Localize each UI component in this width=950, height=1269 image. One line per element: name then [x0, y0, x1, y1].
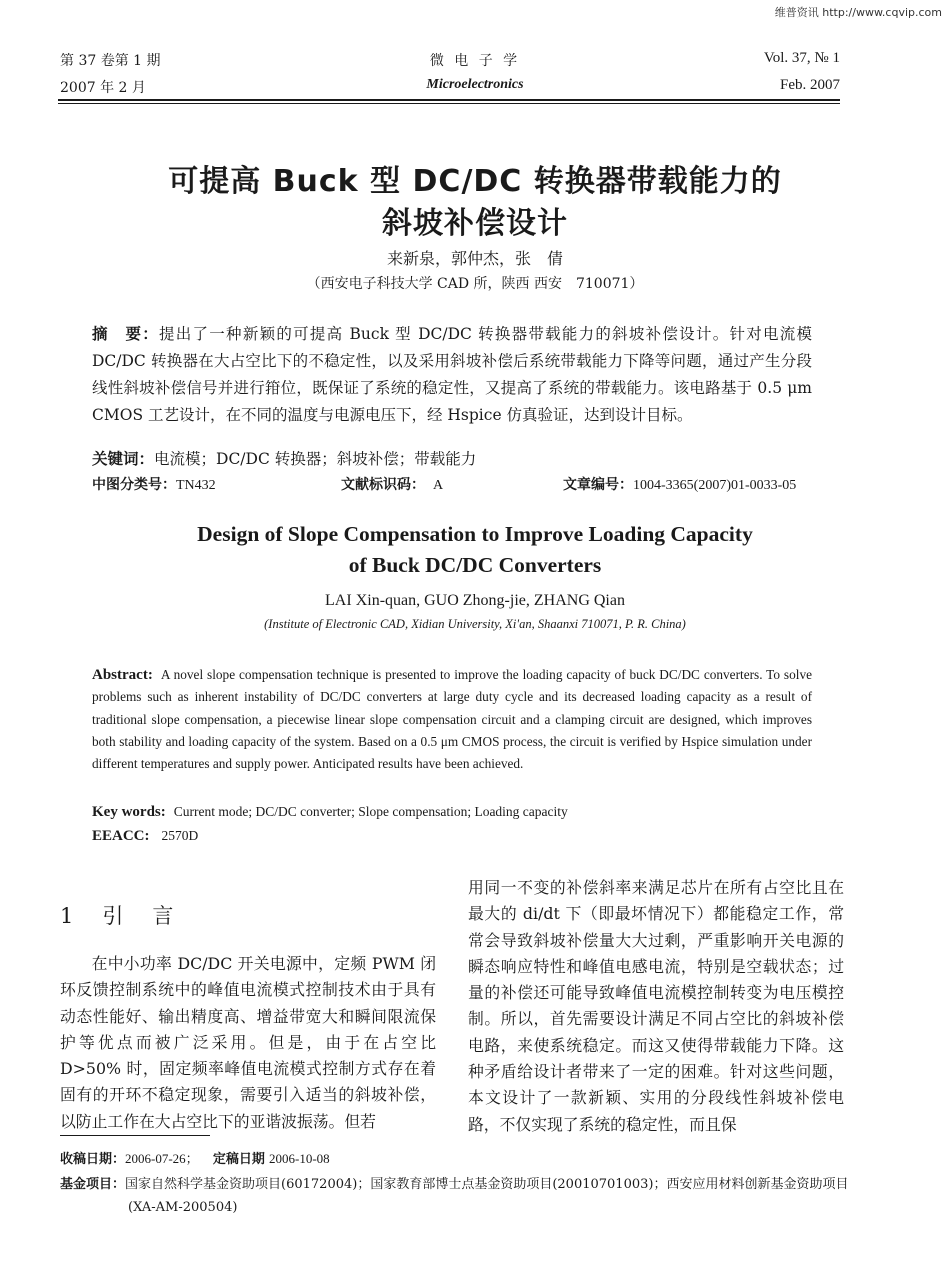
authors-en: LAI Xin-quan, GUO Zhong-jie, ZHANG Qian [325, 592, 625, 609]
title-en-line2: of Buck DC/DC Converters [348, 553, 602, 577]
watermark: 维普资讯 http://www.cqvip.com [774, 6, 942, 19]
eeacc-value: 2570D [161, 828, 199, 843]
received-label: 收稿日期： [60, 1152, 126, 1167]
title-en-line1: Design of Slope Compensation to Improve Loading Capacity [197, 522, 753, 546]
header-rule-thick [58, 99, 840, 101]
document-code [341, 474, 443, 494]
header-journal-en: Microelectronics [426, 77, 524, 92]
keywords-cn-text: 电流模；DC/DC 转换器；斜坡补偿；带载能力 [154, 450, 477, 468]
keywords-en-label: Key words: [92, 804, 166, 820]
doc-value: A [433, 478, 444, 493]
abstract-cn-label: 摘 要： [92, 325, 160, 343]
header-date-en: Feb. 2007 [780, 77, 840, 93]
keywords-en [92, 804, 568, 821]
article-value: 1004-3365(2007)01-0033-05 [633, 478, 797, 493]
article-number [563, 474, 796, 494]
funding-label: 基金项目： [60, 1177, 126, 1192]
abstract-en-label: Abstract: [92, 667, 153, 683]
clc-value: TN432 [176, 478, 216, 493]
section-1-heading: 1 引 言 [60, 904, 178, 928]
eeacc [92, 828, 198, 845]
header-volume-cn: 第 37 卷第 1 期 [60, 53, 161, 69]
section-1-left-column: 在中小功率 DC/DC 开关电源中，定频 PWM 闭环反馈控制系统中的峰值电流模式控制技术由于具有动态性能好、输出精度高、增益带宽大和瞬间限流保护等优点而被广泛采用。但是，由于在占空比 D>50% 时，固定频率峰值电流模式控制方式存在着固有的开环不稳定现象，需要引入适当的斜坡补偿，以防止工作在大占空比下的亚谐波振荡。但若 [60, 954, 436, 1131]
doc-label: 文献标识码： [341, 477, 425, 493]
final-value: 2006-10-08 [268, 1151, 330, 1166]
received-value: 2006-07-26； [125, 1151, 199, 1166]
header-rule-thin [58, 103, 840, 104]
abstract-en-text: A novel slope compensation technique is presented to improve the loading capacity of buck DC/DC converters. To solve problems such as inherent instability of DC/DC converters at large duty cycle and its decreased loading capacity as a result of traditional slope compensation, a piecewise linear slope compensation circuit and a clamping circuit are designed, which improves both stability and loading capacity of the system. Based on a 0.5 μm CMOS process, the circuit is verified by Hspice simulation under different temperatures and supply power. Anticipated results have been achieved. [92, 667, 812, 772]
keywords-en-text: Current mode; DC/DC converter; Slope compensation; Loading capacity [173, 804, 568, 819]
footnote-rule [60, 1135, 210, 1136]
affiliation-cn: （西安电子科技大学 CAD 所，陕西 西安 710071） [306, 276, 644, 292]
title-cn-line2: 斜坡补偿设计 [382, 206, 568, 241]
header-journal-cn: 微 电 子 学 [429, 53, 521, 69]
keywords-cn [92, 447, 476, 469]
affiliation-en: (Institute of Electronic CAD, Xidian University, Xi'an, Shaanxi 710071, P. R. China) [264, 617, 686, 631]
section-1-right-column: 用同一不变的补偿斜率来满足芯片在所有占空比且在最大的 di/dt 下（即最坏情况下）都能稳定工作，常常会导致斜坡补偿量大大过剩，严重影响开关电源的瞬态响应特性和峰值电感电流，特别是空载状态；过量的补偿还可能导致峰值电流模控制转变为电压模控制。所以，首先需要设计满足不同占空比的斜坡补偿电路，来使系统稳定。而这又使得带载能力下降。这种矛盾给设计者带来了一定的困难。针对这些问题，本文设计了一款新颖、实用的分段线性斜坡补偿电路，不仅实现了系统的稳定性，而且保 [468, 878, 844, 1134]
final-label: 定稿日期 [212, 1152, 265, 1167]
funding-text: 国家自然科学基金资助项目(60172004)；国家教育部博士点基金资助项目(20010701003)；西安应用材料创新基金资助项目(XA-AM-200504) [125, 1177, 849, 1215]
abstract-cn-text: 提出了一种新颖的可提高 Buck 型 DC/DC 转换器带载能力的斜坡补偿设计。针对电流模 DC/DC 转换器在大占空比下的不稳定性，以及采用斜坡补偿后系统带载能力下降等问题，通过产生分段线性斜坡补偿信号并进行箝位，既保证了系统的稳定性，又提高了系统的带载能力。该电路基于 0.5 μm CMOS 工艺设计，在不同的温度与电源电压下，经 Hspice 仿真验证，达到设计目标。 [92, 325, 812, 424]
abstract-en [92, 664, 812, 775]
header-volume-en: Vol. 37, № 1 [763, 50, 840, 66]
abstract-cn [92, 321, 812, 429]
eeacc-label: EEACC: [92, 828, 150, 844]
header-date-cn: 2007 年 2 月 [60, 80, 146, 96]
article-label: 文章编号： [563, 477, 633, 493]
received-dates [60, 1147, 330, 1171]
keywords-cn-label: 关键词： [92, 450, 155, 468]
clc-number [92, 474, 216, 494]
title-cn-line1: 可提高 Buck 型 DC/DC 转换器带载能力的 [168, 164, 782, 199]
authors-cn: 来新泉，郭仲杰，张 倩 [386, 249, 563, 268]
clc-label: 中图分类号： [92, 477, 176, 493]
funding [60, 1173, 850, 1219]
